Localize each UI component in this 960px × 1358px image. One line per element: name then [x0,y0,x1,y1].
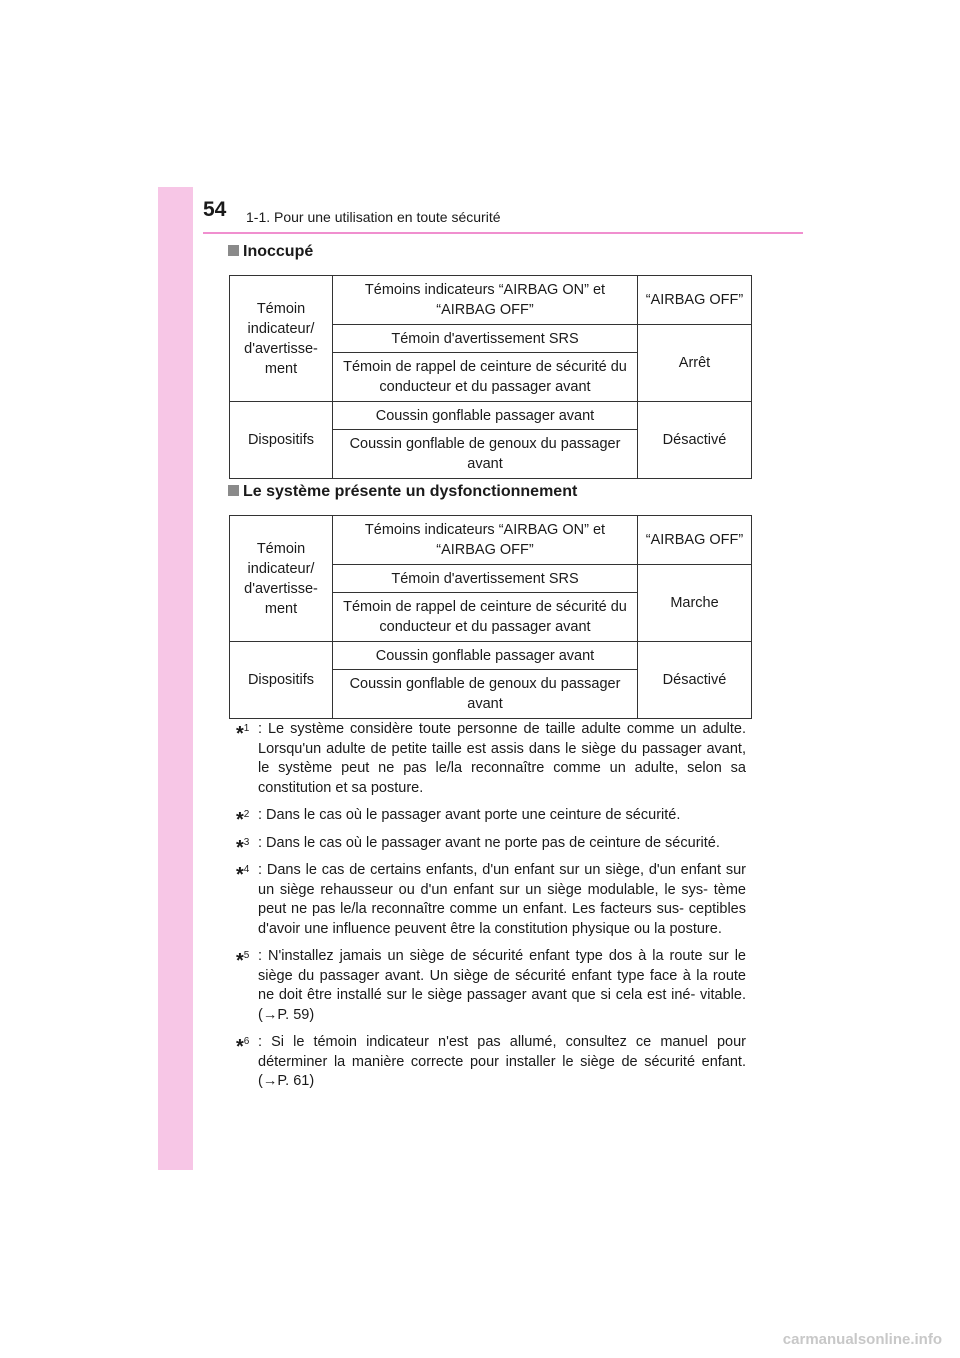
srs-belt-state: Marche [638,565,752,642]
footnote-marker: *$^3$ [236,836,250,859]
square-bullet-icon [228,485,239,496]
footnote-text: : Dans le cas où le passager avant ne porte pas de ceinture de sécurité. [258,834,720,851]
devices-state: Désactivé [638,402,752,479]
footnotes [236,720,746,1100]
row-header-devices: Dispositifs [230,642,333,719]
section-heading-inoccupe [228,243,313,261]
footnote-marker: *$^2$ [236,809,250,831]
footnote-text: : Dans le cas de certains enfants, d'un enfant sur un siège, d'un enfant sur un siège rehausseur ou d'un enfant sur un siège modulable, le sys- tème peut ne pas le/la reconnaître comme un enfant. Les facteurs sus- ceptibles d'avoir une influence peuvent être la constitution physique ou la posture. [258,862,746,937]
page-number: 54 [203,198,227,221]
watermark: carmanualsonline.info [782,1331,942,1348]
footnote-marker: *$^5$ [236,950,250,972]
knee-airbag-cell: Coussin gonflable de genoux du passager avant [333,670,638,719]
footnote-1 [236,720,746,798]
indicators-state: “AIRBAG OFF” [638,276,752,325]
indicators-cell: Témoins indicateurs “AIRBAG ON” et “AIRBAG OFF” [333,276,638,325]
row-header-devices: Dispositifs [230,402,333,479]
srs-belt-state: Arrêt [638,325,752,402]
row-header-indicators: Témoin indicateur/ d'avertisse- ment [230,276,333,402]
srs-cell: Témoin d'avertissement SRS [333,565,638,593]
srs-cell: Témoin d'avertissement SRS [333,325,638,353]
footnote-6 [236,1033,746,1092]
footnote-marker: *$^6$ [236,1036,250,1058]
square-bullet-icon [228,245,239,256]
footnote-3 [236,834,746,859]
section-heading-dysfonctionnement [228,483,577,501]
knee-airbag-cell: Coussin gonflable de genoux du passager avant [333,430,638,479]
footnote-text: : Le système considère toute personne de taille adulte comme un adulte. Lorsqu'un adulte de petite taille est assis dans le siège du passager avant, le système peut ne pas le/la reconnaître comme un adulte, selon sa constitution et sa posture. [258,721,746,796]
indicators-state: “AIRBAG OFF” [638,516,752,565]
footnote-5 [236,947,746,1025]
status-table-inoccupe [229,275,752,479]
header-rule [203,232,803,234]
page-header [203,196,803,234]
footnote-text: : Si le témoin indicateur n'est pas allumé, consultez ce manuel pour déterminer la manière correcte pour installer le siège de sécurité enfant. (→P. 61) [258,1034,746,1089]
footnote-marker: *$^1$ [236,723,250,745]
section-title: 1-1. Pour une utilisation en toute sécurité [246,209,501,225]
indicators-cell: Témoins indicateurs “AIRBAG ON” et “AIRBAG OFF” [333,516,638,565]
belt-cell: Témoin de rappel de ceinture de sécurité du conducteur et du passager avant [333,353,638,402]
devices-state: Désactivé [638,642,752,719]
passenger-airbag-cell: Coussin gonflable passager avant [333,642,638,670]
section-heading-text: Inoccupé [243,243,314,260]
passenger-airbag-cell: Coussin gonflable passager avant [333,402,638,430]
section-heading-text: Le système présente un dysfonctionnement [243,483,578,500]
footnote-text: : Dans le cas où le passager avant porte une ceinture de sécurité. [258,807,681,823]
belt-cell: Témoin de rappel de ceinture de sécurité du conducteur et du passager avant [333,593,638,642]
footnote-marker: *$^4$ [236,864,250,886]
footnote-2 [236,806,746,831]
footnote-text: : N'installez jamais un siège de sécurité enfant type dos à la route sur le siège du passager avant. Un siège de sécurité enfant type face à la route ne doit être installé sur le siège passager avant que si cela est iné- vitable. (→P. 59) [258,948,746,1023]
row-header-indicators: Témoin indicateur/ d'avertisse- ment [230,516,333,642]
chapter-side-band [158,187,193,1170]
footnote-4 [236,861,746,939]
status-table-dysfonctionnement [229,515,752,719]
